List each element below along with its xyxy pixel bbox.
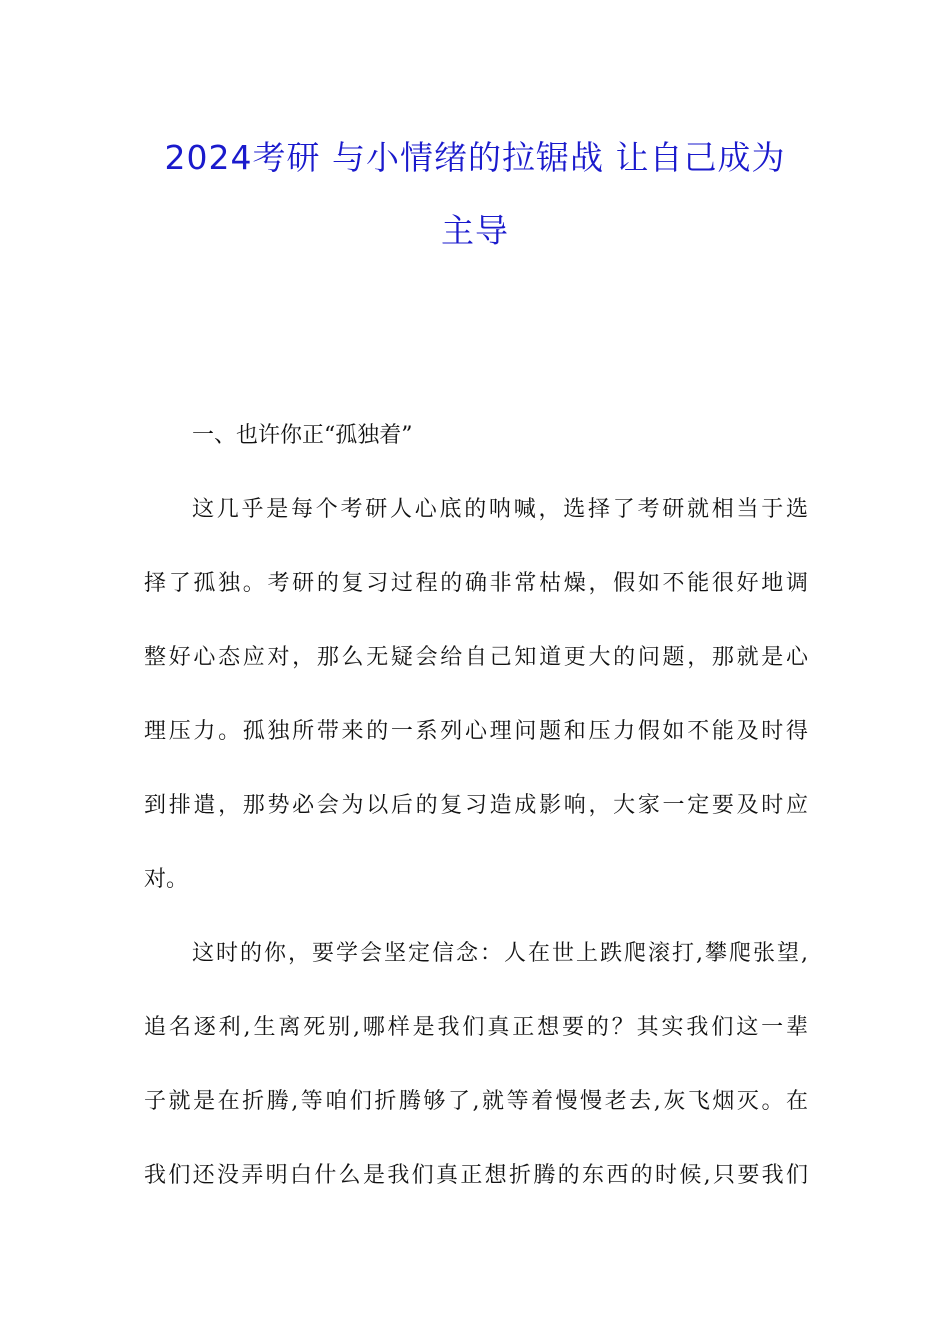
paragraph-1-line: 整好心态应对，那么无疑会给自己知道更大的问题，那就是心 [144,645,808,670]
paragraph-1-line: 到排遣，那势必会为以后的复习造成影响，大家一定要及时应 [144,793,808,818]
document-title-line-2: 主导 [441,211,509,250]
paragraph-1-line: 择了孤独。考研的复习过程的确非常枯燥，假如不能很好地调 [144,571,808,596]
paragraph-1-line: 这几乎是每个考研人心底的呐喊，选择了考研就相当于选 [192,497,808,522]
paragraph-2-line: 子就是在折腾,等咱们折腾够了,就等着慢慢老去,灰飞烟灭。在 [144,1089,808,1114]
document-title-line-1: 2024考研 与小情绪的拉锯战 让自己成为 [164,138,786,177]
paragraph-2-line: 追名逐利,生离死别,哪样是我们真正想要的？其实我们这一辈 [144,1015,808,1040]
paragraph-1-line: 对。 [144,867,189,892]
section-heading: 一、也许你正“孤独着” [192,423,413,448]
paragraph-2-line: 我们还没弄明白什么是我们真正想折腾的东西的时候,只要我们 [144,1163,808,1188]
paragraph-1-line: 理压力。孤独所带来的一系列心理问题和压力假如不能及时得 [144,719,808,744]
paragraph-2-line: 这时的你，要学会坚定信念：人在世上跌爬滚打,攀爬张望, [192,941,808,966]
